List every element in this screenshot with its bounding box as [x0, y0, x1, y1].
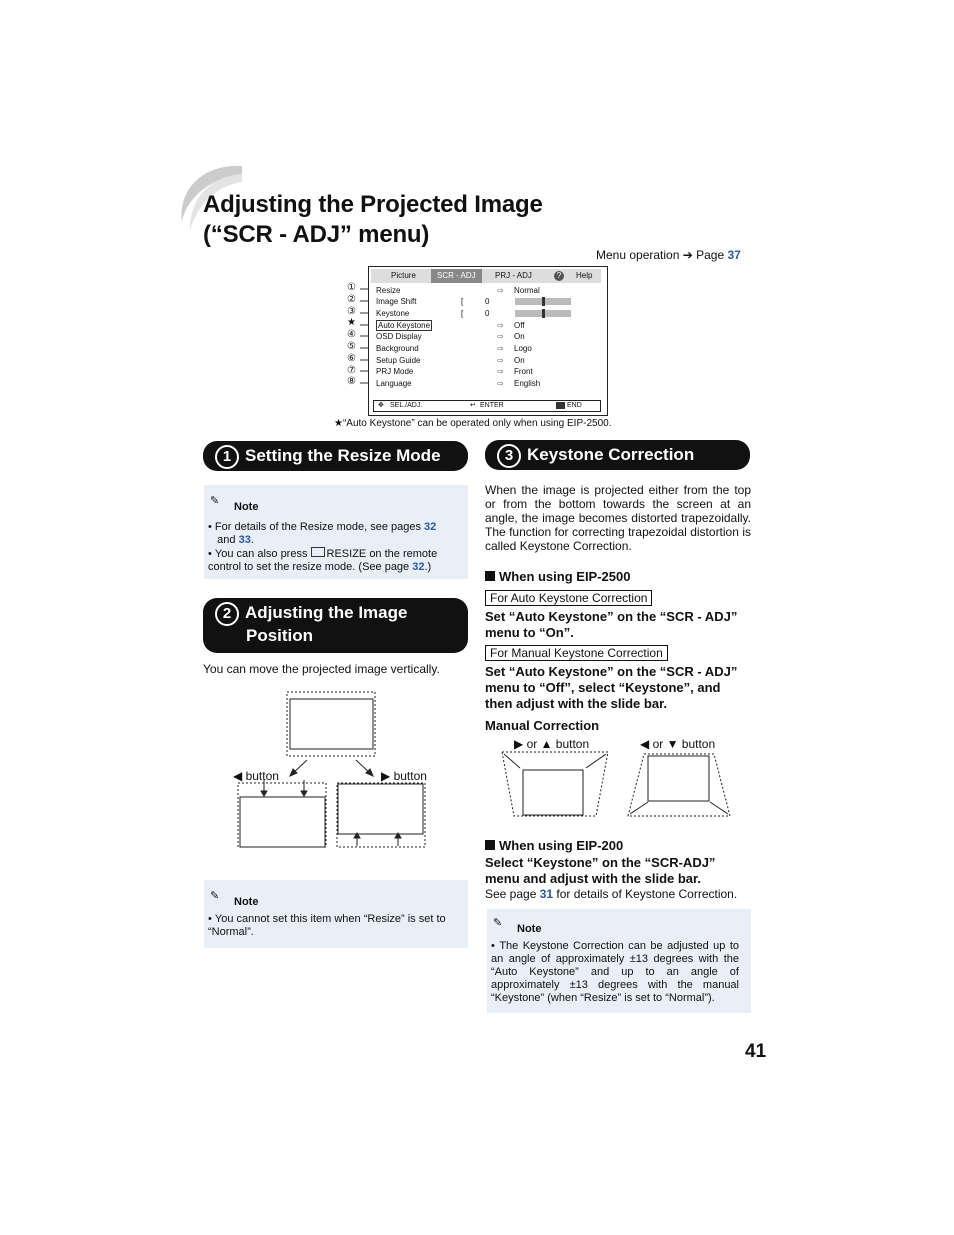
eip200-see-page: See page 31 for details of Keystone Correction. — [485, 887, 738, 901]
down-button-label: ◀ or ▼ button — [640, 737, 716, 751]
osd-menu-screen — [368, 266, 608, 416]
osd-row-language[interactable]: Language — [376, 379, 412, 388]
keystone-knob[interactable] — [542, 309, 545, 318]
manual-correction-heading: Manual Correction — [485, 718, 600, 733]
osd-value-language: English — [514, 379, 541, 388]
page-title: Adjusting the Projected Image (“SCR - ADJ” menu) — [203, 191, 543, 248]
arrow-icon: ⇨ — [497, 356, 504, 365]
enter-icon: ↵ — [470, 402, 476, 409]
menu-operation-ref: Menu operation ➔ Page 37 — [596, 248, 741, 262]
left-button-label: ◀ button — [233, 769, 279, 783]
page-link[interactable]: 37 — [727, 248, 741, 262]
arrow-icon: ⇨ — [497, 286, 504, 295]
arrow-icon: ⇨ — [497, 332, 504, 341]
osd-row-keystone[interactable]: Keystone — [376, 309, 410, 318]
osd-value-prj-mode: Front — [514, 367, 533, 376]
osd-row-background[interactable]: Background — [376, 344, 419, 353]
image-position-text: You can move the projected image vertically. — [203, 662, 440, 676]
auto-keystone-label: For Auto Keystone Correction — [485, 590, 652, 606]
osd-markers: ① ② ③ ★ ④ ⑤ ⑥ ⑦ ⑧ — [347, 282, 356, 388]
osd-value-background: Logo — [514, 344, 532, 353]
osd-footer — [373, 400, 601, 412]
note-label: Note — [517, 923, 542, 935]
osd-row-image-shift[interactable]: Image Shift — [376, 297, 417, 306]
manual-keystone-instruction: Set “Auto Keystone” on the “SCR - ADJ” menu to “Off”, select “Keystone”, and then adjust with the slide bar. — [485, 664, 738, 711]
right-button-label: ▶ button — [381, 769, 427, 783]
manual-keystone-label: For Manual Keystone Correction — [485, 645, 668, 661]
arrow-icon: ⇨ — [497, 344, 504, 353]
up-button-label: ▶ or ▲ button — [514, 737, 590, 751]
keystone-bracket: [ — [461, 309, 464, 318]
end-icon — [556, 402, 565, 409]
note-box-keystone — [487, 909, 751, 1013]
osd-row-setup-guide[interactable]: Setup Guide — [376, 356, 421, 365]
image-shift-zero: 0 — [485, 297, 490, 306]
eip200-instruction: Select “Keystone” on the “SCR-ADJ” menu and adjust with the slide bar. — [485, 855, 716, 886]
note-box-resize — [204, 485, 468, 579]
osd-row-auto-keystone[interactable]: Auto Keystone — [378, 321, 431, 330]
osd-row-prj-mode[interactable]: PRJ Mode — [376, 367, 414, 376]
note-pencil-icon: ✎ — [210, 890, 220, 902]
footer-end: END — [567, 402, 582, 409]
image-shift-knob[interactable] — [542, 297, 545, 306]
keystone-intro: When the image is projected either from the top or from the bottom towards the screen at an angle, the image becomes distorted trapezoidally. The function for correcting trapezoidal distortion is called Keystone Correction. — [485, 483, 751, 553]
page-number: 41 — [745, 1041, 767, 1062]
page-link[interactable]: 31 — [539, 887, 554, 901]
arrow-icon: ⇨ — [497, 367, 504, 376]
osd-row-osd-display[interactable]: OSD Display — [376, 332, 422, 341]
osd-value-resize: Normal — [514, 286, 540, 295]
auto-keystone-footnote: ★“Auto Keystone” can be operated only when using EIP-2500. — [334, 418, 612, 429]
osd-row-resize[interactable]: Resize — [376, 286, 401, 295]
note-bullet-1: • The Keystone Correction can be adjusted up to an angle of approximately ±13 degrees with the “Auto Keystone” and up to an angle of approximately ±13 degrees with the manual “Keystone” (when “Resize” is set to “Normal”). — [491, 940, 739, 1004]
tab-prj-adj[interactable]: PRJ - ADJ — [495, 271, 532, 280]
osd-value-osd-display: On — [514, 332, 525, 341]
square-bullet-icon — [485, 840, 495, 850]
section-resize-header: 1 Setting the Resize Mode — [203, 441, 468, 471]
note-bullet-1: • For details of the Resize mode, see pages 32 and 33. — [208, 521, 437, 546]
arrow-icon: ⇨ — [497, 379, 504, 388]
help-icon[interactable]: ? — [554, 271, 564, 281]
section-image-position-header: 2 Adjusting the Image Position — [203, 598, 468, 653]
image-shift-bracket: [ — [461, 297, 464, 306]
square-bullet-icon — [485, 571, 495, 581]
footer-enter: ENTER — [480, 402, 504, 409]
arrow-icon: ⇨ — [497, 321, 504, 330]
osd-tab-bar — [371, 269, 601, 283]
auto-keystone-instruction: Set “Auto Keystone” on the “SCR - ADJ” menu to “On”. — [485, 609, 738, 640]
select-icon: ✥ — [378, 402, 384, 409]
resize-button-icon — [311, 547, 325, 557]
note-bullet-1: • You cannot set this item when “Resize” is set to “Normal”. — [208, 913, 446, 938]
tab-help[interactable]: Help — [576, 271, 593, 280]
tab-picture[interactable]: Picture — [391, 271, 416, 280]
osd-value-setup-guide: On — [514, 356, 525, 365]
section-keystone-header: 3 Keystone Correction — [485, 440, 750, 470]
note-pencil-icon: ✎ — [493, 917, 503, 929]
note-label: Note — [234, 896, 259, 908]
eip2500-heading: When using EIP-2500 — [485, 569, 630, 584]
note-box-image-position — [204, 880, 468, 948]
note-label: Note — [234, 501, 259, 513]
note-pencil-icon: ✎ — [210, 495, 220, 507]
osd-value-auto-keystone: Off — [514, 321, 525, 330]
tab-scr-adj[interactable]: SCR - ADJ — [431, 269, 482, 283]
keystone-correction-diagram — [500, 750, 745, 822]
note-bullet-2: • You can also press RESIZE on the remote control to set the resize mode. (See page 32.) — [208, 548, 438, 573]
eip200-heading: When using EIP-200 — [485, 838, 623, 853]
keystone-zero: 0 — [485, 309, 490, 318]
footer-sel-adj: SEL./ADJ. — [390, 402, 423, 409]
